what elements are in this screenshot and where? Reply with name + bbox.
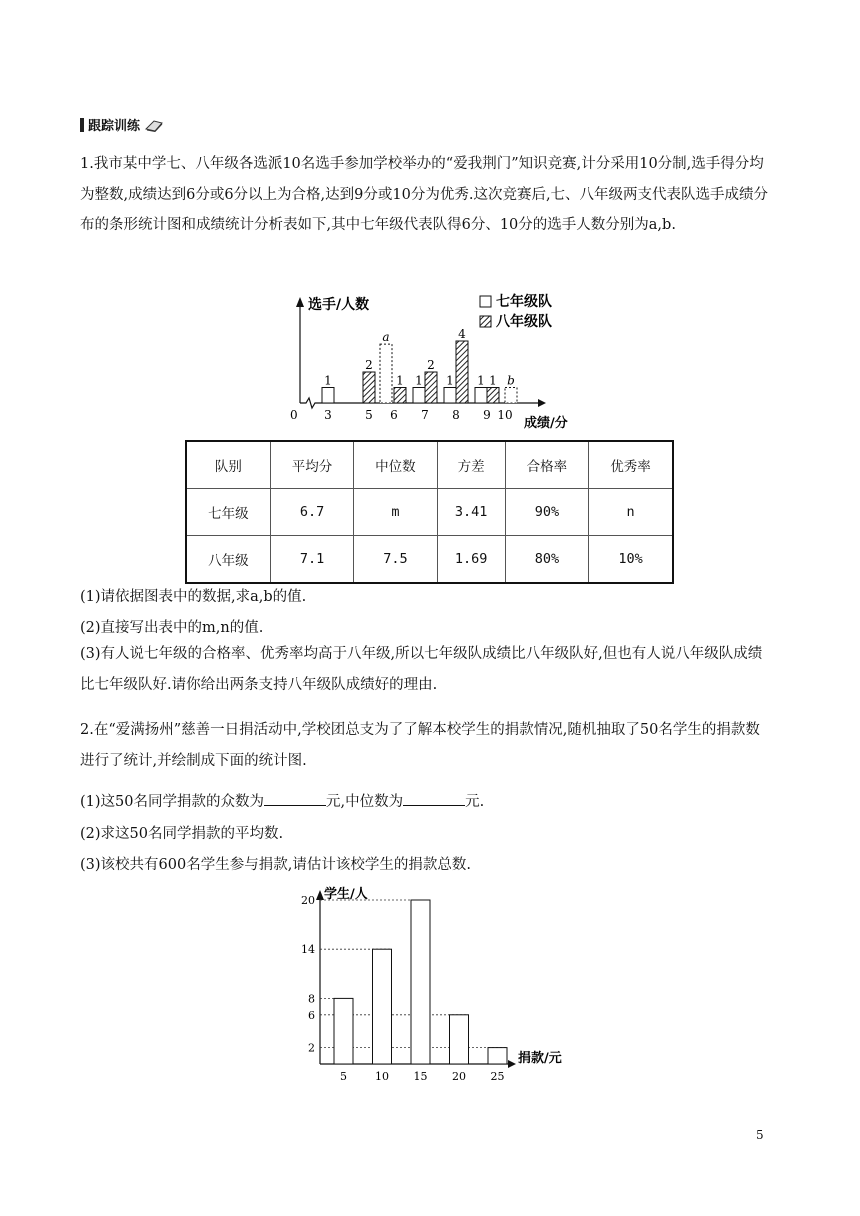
bar-grade8 bbox=[487, 388, 499, 404]
q1-sub3: (3)有人说七年级的合格率、优秀率均高于八年级,所以七年级队成绩比八年级队好,但也有人说八年级队成绩比七年级队好.请你给出两条支持八年级队成绩好的理由. bbox=[80, 646, 763, 693]
legend-label-grade8: 八年级队 bbox=[496, 314, 552, 330]
x-tick-label: 25 bbox=[490, 1070, 505, 1083]
bar bbox=[411, 900, 430, 1064]
x-tick-label: 9 bbox=[483, 408, 491, 422]
bar-grade8 bbox=[363, 372, 375, 403]
y-tick-label: 6 bbox=[308, 1008, 315, 1022]
y-axis-arrow bbox=[296, 297, 304, 307]
x-tick-label: 7 bbox=[421, 408, 429, 422]
data-label: 1 bbox=[396, 373, 404, 388]
table-cell: 6.7 bbox=[270, 489, 353, 536]
bar bbox=[488, 1048, 507, 1064]
book-icon bbox=[144, 118, 164, 132]
x-tick-label: 6 bbox=[390, 408, 398, 422]
bar bbox=[373, 949, 392, 1064]
bar-grade7 bbox=[444, 388, 456, 404]
x-axis-arrow bbox=[538, 399, 546, 407]
x-tick-label: 10 bbox=[375, 1070, 389, 1083]
table-cell: 1.69 bbox=[437, 536, 505, 584]
data-label: 2 bbox=[365, 358, 373, 372]
q2-sub3: (3)该校共有600名学生参与捐款,请估计该校学生的捐款总数. bbox=[80, 857, 471, 873]
bar-grade7 bbox=[380, 344, 392, 403]
table-cell: 八年级 bbox=[186, 536, 270, 584]
bar bbox=[334, 998, 353, 1064]
data-label: 2 bbox=[427, 358, 435, 372]
table-header-cell: 队别 bbox=[186, 441, 270, 489]
bar-grade7 bbox=[322, 388, 334, 404]
x-tick-label: 5 bbox=[365, 408, 373, 422]
table-header-cell: 中位数 bbox=[354, 441, 437, 489]
y-axis-arrow bbox=[316, 890, 324, 900]
section-title: 跟踪训练 bbox=[88, 119, 141, 134]
table-row bbox=[186, 536, 673, 584]
data-label: a bbox=[382, 330, 390, 345]
bar-grade7 bbox=[413, 388, 425, 404]
x-tick-label: 3 bbox=[324, 408, 332, 422]
legend-swatch-grade7 bbox=[480, 296, 491, 307]
q1-sub1: (1)请依据图表中的数据,求a,b的值. bbox=[80, 589, 307, 605]
x-tick-label: 8 bbox=[452, 408, 460, 422]
q1-text: 1.我市某中学七、八年级各选派10名选手参加学校举办的“爱我荆门”知识竞赛,计分采用10分制,选手得分均为整数,成绩达到6分或6分以上为合格,达到9分或10分为优秀.这次竞赛后,七、八年级两支代表队选手成绩分布的条形统计图和成绩统计分析表如下,其中七年级代表队得6分、10分的选手人数分别为a,b. bbox=[80, 156, 769, 233]
donation-bar-chart bbox=[290, 882, 590, 1097]
median-blank[interactable] bbox=[403, 791, 465, 806]
q2-text: 2.在“爱满扬州”慈善一日捐活动中,学校团总支为了了解本校学生的捐款情况,随机抽取了50名学生的捐款数进行了统计,并绘制成下面的统计图. bbox=[80, 722, 760, 769]
bar bbox=[450, 1015, 469, 1064]
bar-grade8 bbox=[394, 388, 406, 404]
x-tick-label: 15 bbox=[413, 1070, 428, 1083]
table-cell: 7.1 bbox=[270, 536, 353, 584]
q2-sub1 bbox=[80, 790, 484, 811]
table-cell: m bbox=[354, 489, 437, 536]
page-number: 5 bbox=[756, 1128, 764, 1142]
bar-grade7 bbox=[475, 388, 487, 404]
q2-sub2: (2)求这50名同学捐款的平均数. bbox=[80, 826, 284, 842]
q2-sub1-part3: 元. bbox=[465, 794, 485, 810]
data-label: 1 bbox=[446, 373, 454, 388]
table-cell: 7.5 bbox=[354, 536, 437, 584]
table-header-row bbox=[186, 441, 673, 489]
q2-sub1-part2: 元,中位数为 bbox=[326, 794, 404, 810]
table-cell: 80% bbox=[505, 536, 588, 584]
stats-table bbox=[185, 440, 674, 584]
y-tick-label: 14 bbox=[301, 943, 315, 957]
data-label: 1 bbox=[324, 373, 332, 388]
data-label: 1 bbox=[489, 373, 497, 388]
x-axis-arrow bbox=[508, 1060, 516, 1068]
x-tick-label: 10 bbox=[497, 408, 513, 422]
table-header-cell: 优秀率 bbox=[589, 441, 673, 489]
bar-grade8 bbox=[456, 341, 468, 403]
data-label: 1 bbox=[415, 373, 423, 388]
x-axis-label: 成绩/分 bbox=[524, 416, 568, 431]
q2-sub1-part1: (1)这50名同学捐款的众数为 bbox=[80, 794, 264, 810]
table-cell: 10% bbox=[589, 536, 673, 584]
data-label: b bbox=[507, 373, 515, 388]
table-cell: 七年级 bbox=[186, 489, 270, 536]
table-header-cell: 方差 bbox=[437, 441, 505, 489]
bar-grade8 bbox=[425, 372, 437, 403]
y-axis-label: 选手/人数 bbox=[308, 297, 370, 313]
score-bar-chart bbox=[280, 293, 860, 433]
x-axis-label: 捐款/元 bbox=[518, 1051, 562, 1066]
section-marker bbox=[80, 118, 84, 132]
table-header-cell: 平均分 bbox=[270, 441, 353, 489]
table-row bbox=[186, 489, 673, 536]
legend-swatch-grade8 bbox=[480, 316, 491, 327]
q1-sub2: (2)直接写出表中的m,n的值. bbox=[80, 620, 264, 636]
x-tick-label: 20 bbox=[452, 1070, 466, 1083]
y-axis-label: 学生/人 bbox=[324, 887, 368, 902]
legend-label-grade7: 七年级队 bbox=[496, 294, 552, 310]
table-cell: n bbox=[589, 489, 673, 536]
y-tick-label: 8 bbox=[308, 992, 315, 1006]
bar-grade7 bbox=[505, 388, 517, 404]
table-cell: 90% bbox=[505, 489, 588, 536]
y-tick-label: 2 bbox=[308, 1041, 315, 1055]
section-header bbox=[80, 115, 164, 134]
x-tick-label: 5 bbox=[340, 1070, 347, 1083]
mode-blank[interactable] bbox=[264, 791, 326, 806]
table-cell: 3.41 bbox=[437, 489, 505, 536]
origin-label: 0 bbox=[290, 408, 298, 422]
data-label: 4 bbox=[458, 327, 466, 341]
y-tick-label: 20 bbox=[301, 894, 315, 907]
data-label: 1 bbox=[477, 373, 485, 388]
table-header-cell: 合格率 bbox=[505, 441, 588, 489]
